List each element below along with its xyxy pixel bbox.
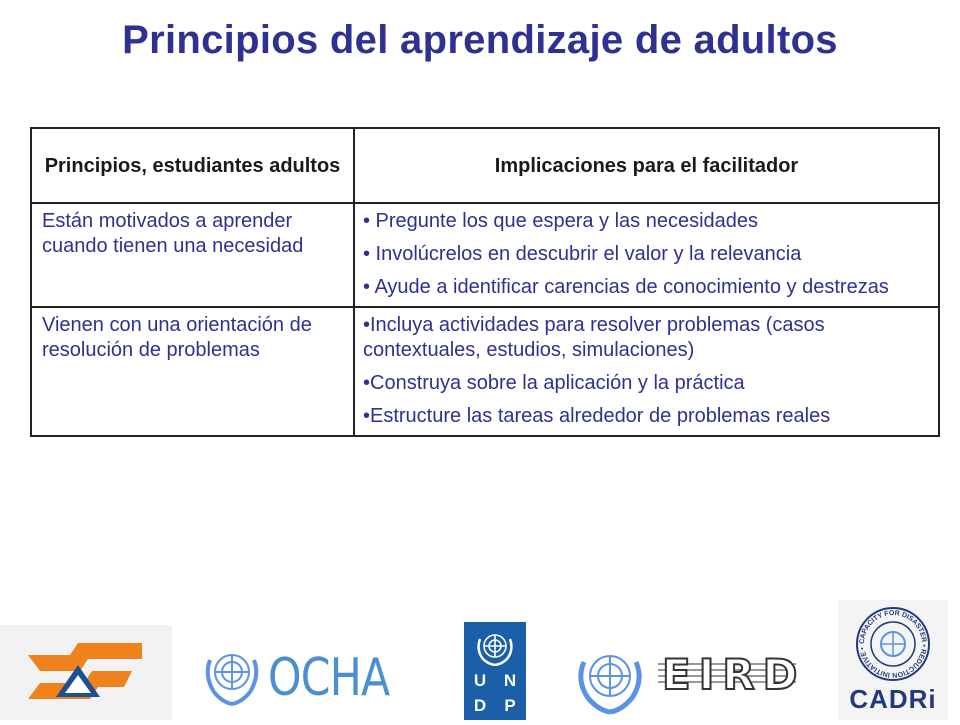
un-emblem-icon	[475, 626, 515, 666]
principle-cell: Están motivados a aprender cuando tienen una necesidad	[31, 203, 354, 307]
cadri-ring-icon	[838, 600, 948, 684]
implication-bullet: • Pregunte los que espera y las necesidades	[363, 210, 759, 232]
cadri-logo-text: CADRi	[849, 684, 937, 714]
undp-letter: P	[504, 696, 516, 715]
implication-bullet: • Ayude a identificar carencias de conocimiento y destrezas	[363, 276, 889, 298]
table-header-row	[31, 128, 939, 203]
table-row	[31, 203, 939, 307]
implication-bullet: • Involúcrelos en descubrir el valor y la relevancia	[363, 243, 802, 265]
column-header-principles: Principios, estudiantes adultos	[31, 128, 354, 203]
organization-logo-icon	[0, 625, 172, 720]
un-emblem-icon	[568, 640, 652, 716]
table-row	[31, 307, 939, 436]
implication-bullet: •Incluya actividades para resolver problemas (casos contextuales, estudios, simulaciones)	[363, 314, 825, 361]
eird-logo-text: EIRD	[662, 650, 806, 699]
implications-cell	[354, 307, 939, 436]
implication-bullet: •Construya sobre la aplicación y la práctica	[363, 372, 745, 394]
principles-table	[30, 127, 940, 437]
organization-logo	[0, 625, 172, 720]
undp-letter: D	[473, 696, 487, 715]
implication-bullet: •Estructure las tareas alrededor de problemas reales	[363, 405, 831, 427]
ocha-logo-text: OCHA	[268, 648, 390, 708]
cadri-ring-text: CAPACITY FOR DISASTER • REDUCTION INITIATIVE •	[858, 609, 928, 679]
column-header-implications: Implicaciones para el facilitador	[354, 128, 939, 203]
implications-cell	[354, 203, 939, 307]
undp-letter: U	[473, 671, 487, 690]
undp-logo	[464, 622, 526, 720]
un-emblem-icon	[200, 640, 264, 710]
slide-title: Principios del aprendizaje de adultos	[122, 18, 838, 62]
undp-letter: N	[503, 671, 517, 690]
principle-cell: Vienen con una orientación de resolución de problemas	[31, 307, 354, 436]
